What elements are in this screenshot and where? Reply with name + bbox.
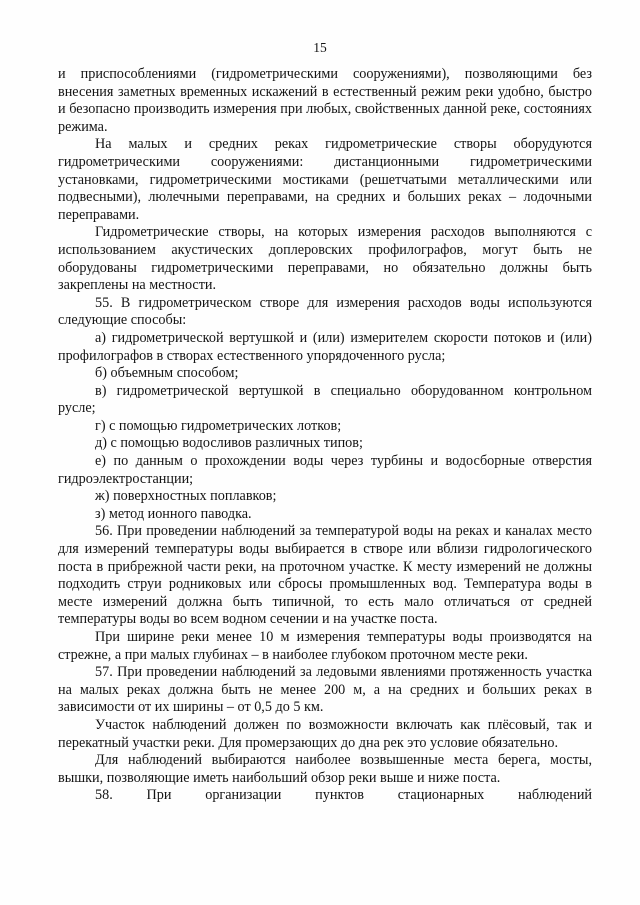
clause-55-item-z: з) метод ионного паводка. bbox=[95, 505, 252, 522]
paragraph-small-rivers: На малых и средних реках гидрометрические створы оборудуются гидрометрическими сооружениями: дистанционными гидрометрическими установками, гидрометрическими мостиками (решетчатыми металлическими или подвесными), люлечными переправами, на средних и больших реках – лодочными переправами. bbox=[58, 136, 592, 223]
clause-55-item-v: в) гидрометрической вертушкой в специально оборудованном контрольном русле; bbox=[58, 382, 592, 417]
paragraph-doppler-profilers: Гидрометрические створы, на которых измерения расходов выполняются с использованием акустических доплеровских профилографов, могут быть не оборудованы гидрометрическими переправами, но обязательно должны быть закреплены на местности. bbox=[58, 224, 592, 294]
paragraph-narrow-river-temperature: При ширине реки менее 10 м измерения температуры воды производятся на стрежне, а при малых глубинах – в наиболее глубоком проточном месте реки. bbox=[58, 629, 592, 663]
clause-55-item-zh: ж) поверхностных поплавков; bbox=[95, 488, 277, 505]
clause-55: 55. В гидрометрическом створе для измерения расходов воды используются следующие способы: bbox=[58, 294, 592, 329]
paragraph-observation-places: Для наблюдений выбираются наиболее возвышенные места берега, мосты, вышки, позволяющие иметь наибольший обзор реки выше и ниже поста. bbox=[58, 752, 592, 786]
clause-55-item-b: б) объемным способом; bbox=[95, 365, 239, 382]
paragraph-continuation: и приспособлениями (гидрометрическими сооружениями), позволяющими без внесения заметных временных искажений в естественный режим реки удобно, быстро и безопасно производить измерения при любых, свойственных данной реке, состояниях режима. bbox=[58, 66, 592, 135]
clause-56: 56. При проведении наблюдений за температурой воды на реках и каналах место для измерений температуры воды выбирается в створе или вблизи гидрологического поста в прибрежной части реки, на проточном участке. К месту измерений не должны подходить струи родниковых или сбросы промышленных вод. Температура воды в месте измерений должна быть типичной, то есть мало отличаться от средней температуры воды во всем водном сечении и на участке поста. bbox=[58, 523, 592, 628]
clause-55-item-g: г) с помощью гидрометрических лотков; bbox=[95, 417, 342, 434]
clause-57: 57. При проведении наблюдений за ледовыми явлениями протяженность участка на малых реках должна быть не менее 200 м, а на средних и больших реках в зависимости от их ширины – от 0,5 до 5 км. bbox=[58, 664, 592, 716]
clause-55-item-d: д) с помощью водосливов различных типов; bbox=[95, 435, 363, 452]
clause-58-start: 58. При организации пунктов стационарных наблюдений bbox=[95, 787, 592, 804]
clause-55-item-e: е) по данным о прохождении воды через турбины и водосборные отверстия гидроэлектростанции; bbox=[58, 453, 592, 487]
paragraph-observation-section: Участок наблюдений должен по возможности включать как плёсовый, так и перекатный участки реки. Для промерзающих до дна рек это условие обязательно. bbox=[58, 716, 592, 751]
document-body bbox=[58, 66, 592, 805]
clause-55-item-a: а) гидрометрической вертушкой и (или) измерителем скорости потоков и (или) профилографов в створах естественного упорядоченного русла; bbox=[58, 329, 592, 364]
page-number: 15 bbox=[313, 40, 327, 55]
